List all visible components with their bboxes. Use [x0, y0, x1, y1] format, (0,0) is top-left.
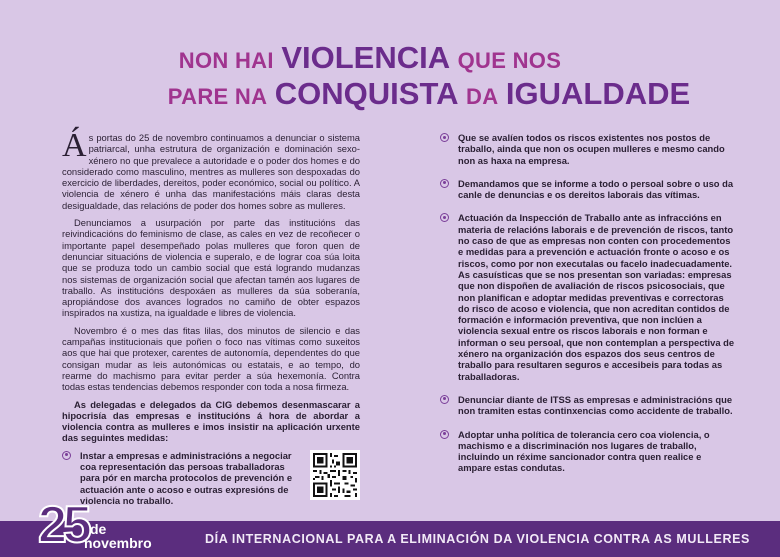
bullet-ring-icon — [62, 451, 71, 460]
measure-text: Adoptar unha política de tolerancia cero coa violencia, o machismo e a discriminación nos lugares de traballo, incluindo un réxime sancionador contra quen realice e ampare estas condutas. — [458, 428, 710, 474]
measure-item — [440, 212, 736, 381]
bullet-ring-icon — [440, 395, 449, 404]
bullet-ring-icon — [440, 179, 449, 188]
measure-text: Que se avalíen todos os riscos existentes nos postos de traballo, ainda que non os ocupen mulleres e mesmo cando non as haxa na empresa. — [458, 132, 725, 166]
title-word: PARE NA — [167, 83, 268, 109]
measure-text: Actuación da Inspección de Traballo ante as infraccións en materia de relacións laborais e de prevención de riscos, tanto no caso de que as empresas non conten con procedementos e medidas para a prevención e actuación fronte o acoso e os riscos, como por non executalas ou facelo inadecuadamente. As casuísticas que se nos presentan son variadas: empresas que non dispoñen de avaliación de riscos psicosociais, que non planifican e adoptar medidas preventivas e correctoras do risco de acoso e violencia, que non acreditan contidos de formación e información preventiva, que non inclúen a violencia sexual entre os riscos laborais e non forman e informan o seu persoal, que non contemplan a perspectiva de xénero na organización dos espazos dos seus centros de traballo para resultaren seguros e accesibeis para todas as traballadoras. — [458, 212, 735, 382]
measure-item — [440, 178, 736, 201]
call-to-action-paragraph: As delegadas e delegados da CIG debemos desenmascarar a hipocrisía das empresas e institucións á hora de abordar a violencia contra as mulleres e imos insistir na aplicación urxente das seguintes medidas: — [62, 398, 360, 444]
measure-item — [440, 132, 736, 166]
title-word: NON HAI — [178, 48, 274, 73]
25-de-novembro-logo — [38, 496, 188, 554]
measure-item — [62, 450, 302, 506]
title-line-2 — [0, 76, 780, 112]
logo-de: de — [90, 521, 107, 537]
page-title — [0, 40, 780, 111]
measure-text: Denunciar diante de ITSS as empresas e administracións que non tramiten estas continxencias como accidente de traballo. — [458, 393, 733, 417]
title-word: VIOLENCIA — [281, 40, 451, 75]
bullet-ring-icon — [440, 430, 449, 439]
measure-item — [440, 394, 736, 417]
qr-code-icon[interactable] — [310, 450, 360, 500]
title-word: IGUALDADE — [505, 75, 691, 111]
drop-cap: Á — [62, 127, 87, 164]
footer-text: DÍA INTERNACIONAL PARA A ELIMINACIÓN DA VIOLENCIA CONTRA AS MULLERES — [205, 532, 750, 546]
title-word: DA — [466, 83, 499, 109]
bullet-ring-icon — [440, 213, 449, 222]
title-word: CONQUISTA — [274, 75, 459, 111]
measure-text: Demandamos que se informe a todo o persoal sobre o uso da canle de denuncias e os dereitos laborais das vítimas. — [458, 177, 734, 201]
title-line-1 — [0, 40, 780, 76]
logo-number: 25 — [38, 496, 88, 554]
measure-text: Instar a empresas e administracións a negociar coa representación das persoas traballadoras para pór en marcha protocolos de prevención e actuación ante o acoso e outras expresións de violencia no traballo. — [80, 449, 293, 506]
paragraph: Novembro é o mes das fitas lilas, dos minutos de silencio e das campañas institucionais que poñen o foco nas vítimas como suxeitos aos que hai que protexer, carentes de autonomía, dependentes do que consigan mudar as leis autonómicas ou estatais, e ao tempo, do rearme do machismo para evitar perder a súa hexemonía. Contra todas estas tendencias debemos responder con toda a nosa firmeza. — [62, 324, 360, 393]
intro-paragraph — [62, 127, 360, 211]
left-column — [62, 127, 360, 506]
first-measure-block — [62, 450, 360, 506]
bullet-ring-icon — [440, 133, 449, 142]
title-word: QUE NOS — [457, 48, 562, 73]
logo-month: novembro — [84, 535, 152, 551]
paragraph-text: s portas do 25 de novembro continuamos a denunciar o sistema patriarcal, unha estrutura de organización e dominación sexo-xénero no que prevalece a autoridade e o poder dos homes e do considerado como masculino, mentres as mulleres son despoxadas do exercicio de liberdades, dereitos, poder económico, social ou político. A violencia de xénero é unha das manifestacións máis claras desta desigualdade, das relacións de poder dos homes sobre as mulleres. — [62, 132, 360, 211]
paragraph: Denunciamos a usurpación por parte das institucións das reivindicacións do feminismo de clase, as cales en vez de recoñecer o importante papel desempeñado polas mulleres que foron quen de denunciar situacións de violencia e superalo, e de lograr coa súa loita que se produza todo un cambio social que está logrando mudanzas nos sistemas de organización social que afectan tamén aos lugares de traballo. As institucións despoxáen as mulleres da súa soberanía, apropiándose dos avances logrados no camiño de obter espazos inspirados na xustiza, na igualdade e libres de violencia. — [62, 217, 360, 319]
right-column — [440, 132, 736, 486]
measure-item — [440, 429, 736, 474]
